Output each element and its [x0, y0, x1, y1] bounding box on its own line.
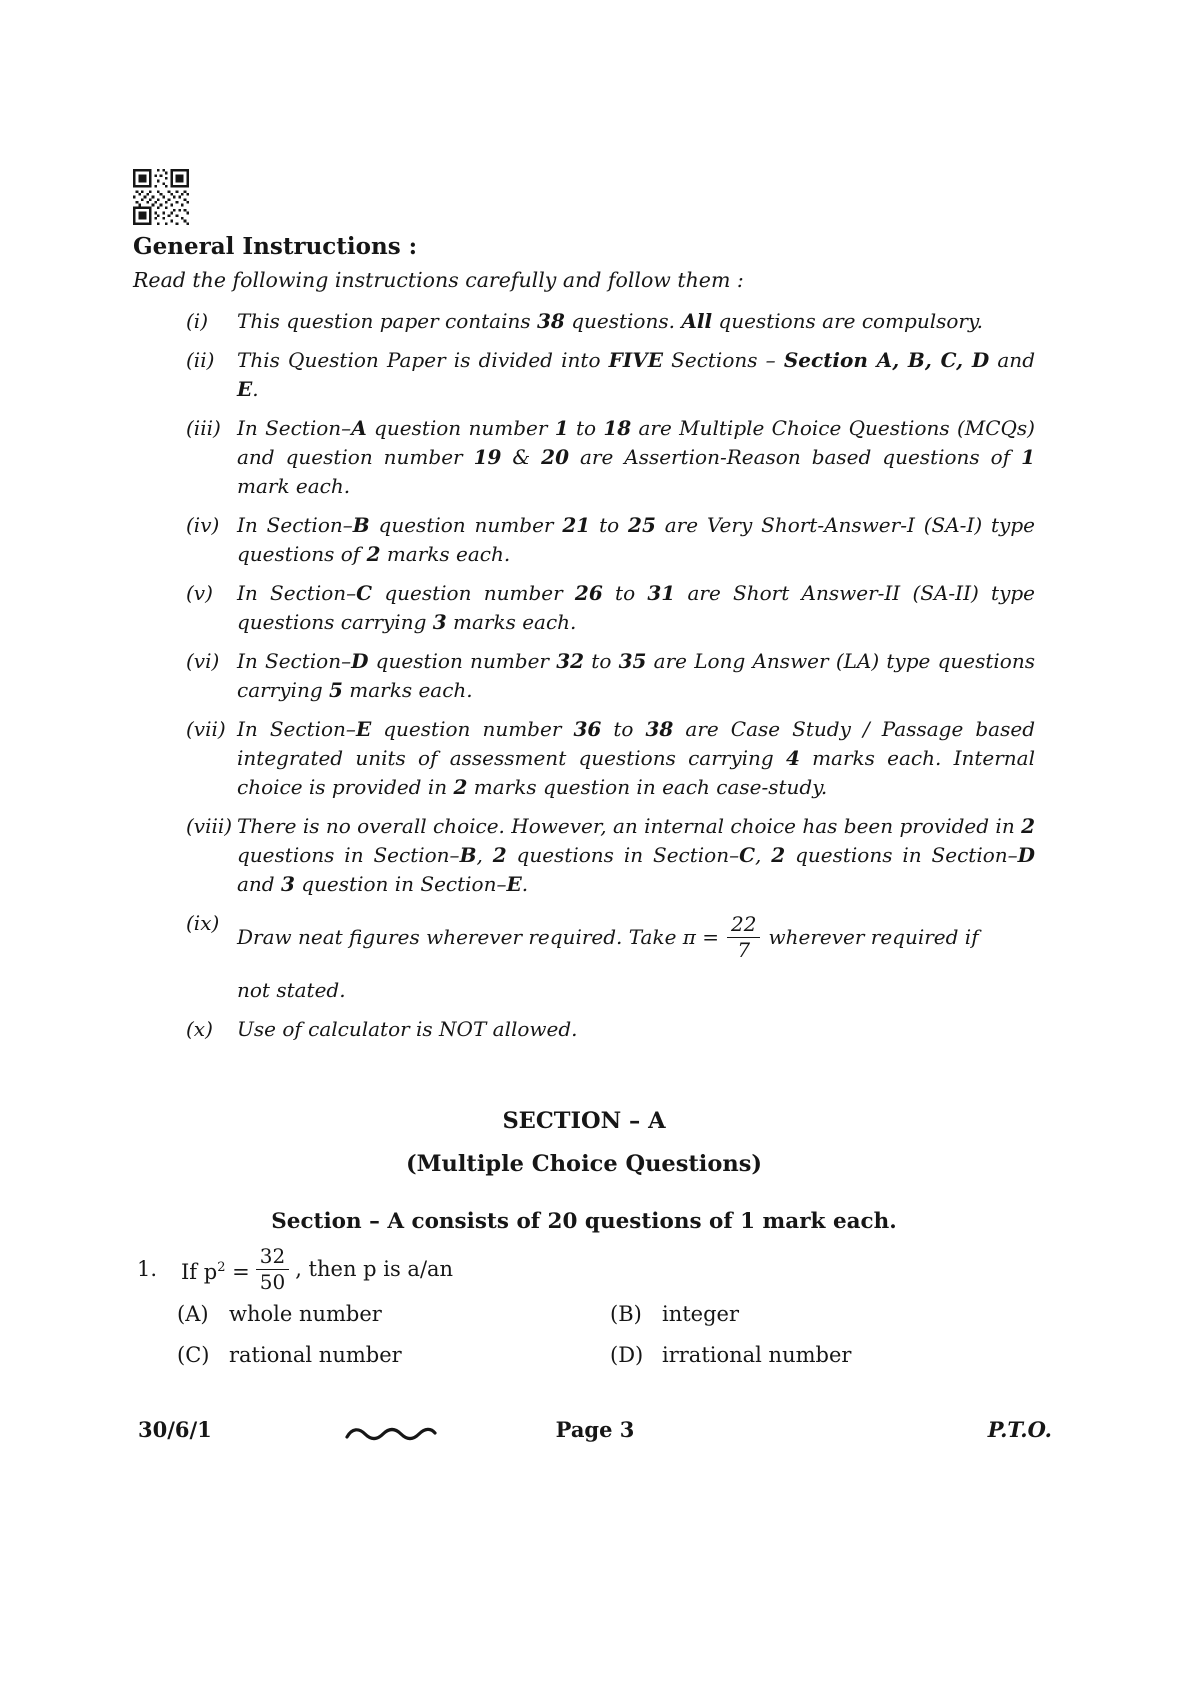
instruction-text: In Section–E question number 36 to 38 are Case Study / Passage based integrated units of assessment questions carrying 4 marks each. Internal choice is provided in 2 marks question in each case-study. — [237, 717, 1035, 799]
option-b — [610, 1300, 1035, 1329]
instruction-label: (iii) — [186, 416, 221, 440]
option-c — [177, 1341, 610, 1370]
instruction-text: In Section–D question number 32 to 35 are Long Answer (LA) type questions carrying 5 marks each. — [237, 649, 1035, 702]
instruction-text: Use of calculator is NOT allowed. — [237, 1017, 578, 1041]
section-heading: SECTION – A — [502, 1108, 666, 1134]
instruction-item-iii — [133, 414, 1035, 501]
question-text-prefix: If $p^2$ = — [181, 1259, 250, 1284]
superscript-exponent: 2 — [217, 1259, 226, 1275]
option-a — [177, 1300, 610, 1329]
question-1-statement — [133, 1245, 1035, 1294]
instruction-ix-pre: Draw neat figures wherever required. Take π = — [237, 925, 720, 949]
fraction-22-over-7 — [727, 913, 760, 962]
option-label: (D) — [610, 1343, 644, 1367]
option-text: irrational number — [662, 1343, 852, 1367]
instruction-label: (v) — [186, 581, 213, 605]
instruction-text: This Question Paper is divided into FIVE Sections – Section A, B, C, D and E. — [237, 348, 1035, 401]
instruction-item-vii — [133, 715, 1035, 802]
option-label: (C) — [177, 1343, 210, 1367]
page-content — [133, 168, 1035, 1370]
instruction-item-ix — [133, 909, 1035, 1005]
page-number: Page 3 — [555, 1417, 635, 1442]
instruction-label: (vii) — [186, 717, 226, 741]
option-label: (B) — [610, 1302, 642, 1326]
pto-label: P.T.O. — [987, 1417, 1052, 1442]
instruction-label: (viii) — [186, 814, 233, 838]
fraction-denominator: 50 — [259, 1270, 286, 1294]
option-d — [610, 1341, 1035, 1370]
page-footer — [138, 1417, 1052, 1449]
instruction-text: In Section–B question number 21 to 25 are Very Short-Answer-I (SA-I) type questions of 2 marks each. — [237, 513, 1035, 566]
question-number: 1. — [137, 1257, 158, 1281]
instruction-item-viii — [133, 812, 1035, 899]
paper-code: 30/6/1 — [138, 1417, 212, 1442]
instruction-item-i — [133, 307, 1035, 336]
section-note: Section – A consists of 20 questions of 1 mark each. — [271, 1209, 897, 1234]
instruction-label: (vi) — [186, 649, 220, 673]
instruction-item-iv — [133, 511, 1035, 569]
instruction-item-v — [133, 579, 1035, 637]
instruction-text: In Section–C question number 26 to 31 are Short Answer-II (SA-II) type questions carrying 3 marks each. — [237, 581, 1036, 634]
option-text: whole number — [229, 1302, 382, 1326]
fraction-32-over-50 — [256, 1245, 289, 1294]
instruction-text: In Section–A question number 1 to 18 are Multiple Choice Questions (MCQs) and question number 19 & 20 are Assertion-Reason based questions of 1 mark each. — [237, 416, 1035, 498]
general-instructions-title: General Instructions : — [133, 233, 418, 260]
question-text-suffix: , then p is a/an — [295, 1257, 454, 1281]
instructions-subtitle: Read the following instructions carefully and follow them : — [133, 268, 744, 292]
instruction-item-x — [133, 1015, 1035, 1044]
instruction-label: (ii) — [186, 348, 215, 372]
instruction-text — [237, 909, 1035, 1005]
option-label: (A) — [177, 1302, 209, 1326]
option-text: integer — [662, 1302, 740, 1326]
question-1-options — [177, 1300, 1035, 1370]
fraction-numerator: 22 — [727, 913, 760, 938]
fraction-numerator: 32 — [256, 1245, 289, 1270]
instruction-ix-post: wherever required if — [768, 925, 979, 949]
instruction-ix-line1 — [237, 913, 1035, 962]
instruction-label: (x) — [186, 1017, 213, 1041]
instructions-list — [133, 307, 1035, 1044]
option-text: rational number — [229, 1343, 402, 1367]
fraction-denominator: 7 — [737, 938, 751, 962]
instruction-text: There is no overall choice. However, an internal choice has been provided in 2 questions in Section–B, 2 questions in Section–C, 2 questions in Section–D and 3 question in Section–E. — [237, 814, 1035, 896]
qr-code-icon — [133, 168, 189, 226]
instruction-item-ii — [133, 346, 1035, 404]
section-subheading: (Multiple Choice Questions) — [405, 1151, 763, 1177]
instruction-label: (ix) — [186, 911, 220, 935]
instruction-ix-line2: not stated. — [237, 978, 346, 1002]
instruction-label: (i) — [186, 309, 209, 333]
instruction-text: This question paper contains 38 questions. All questions are compulsory. — [237, 309, 983, 333]
instruction-item-vi — [133, 647, 1035, 705]
instruction-label: (iv) — [186, 513, 220, 537]
